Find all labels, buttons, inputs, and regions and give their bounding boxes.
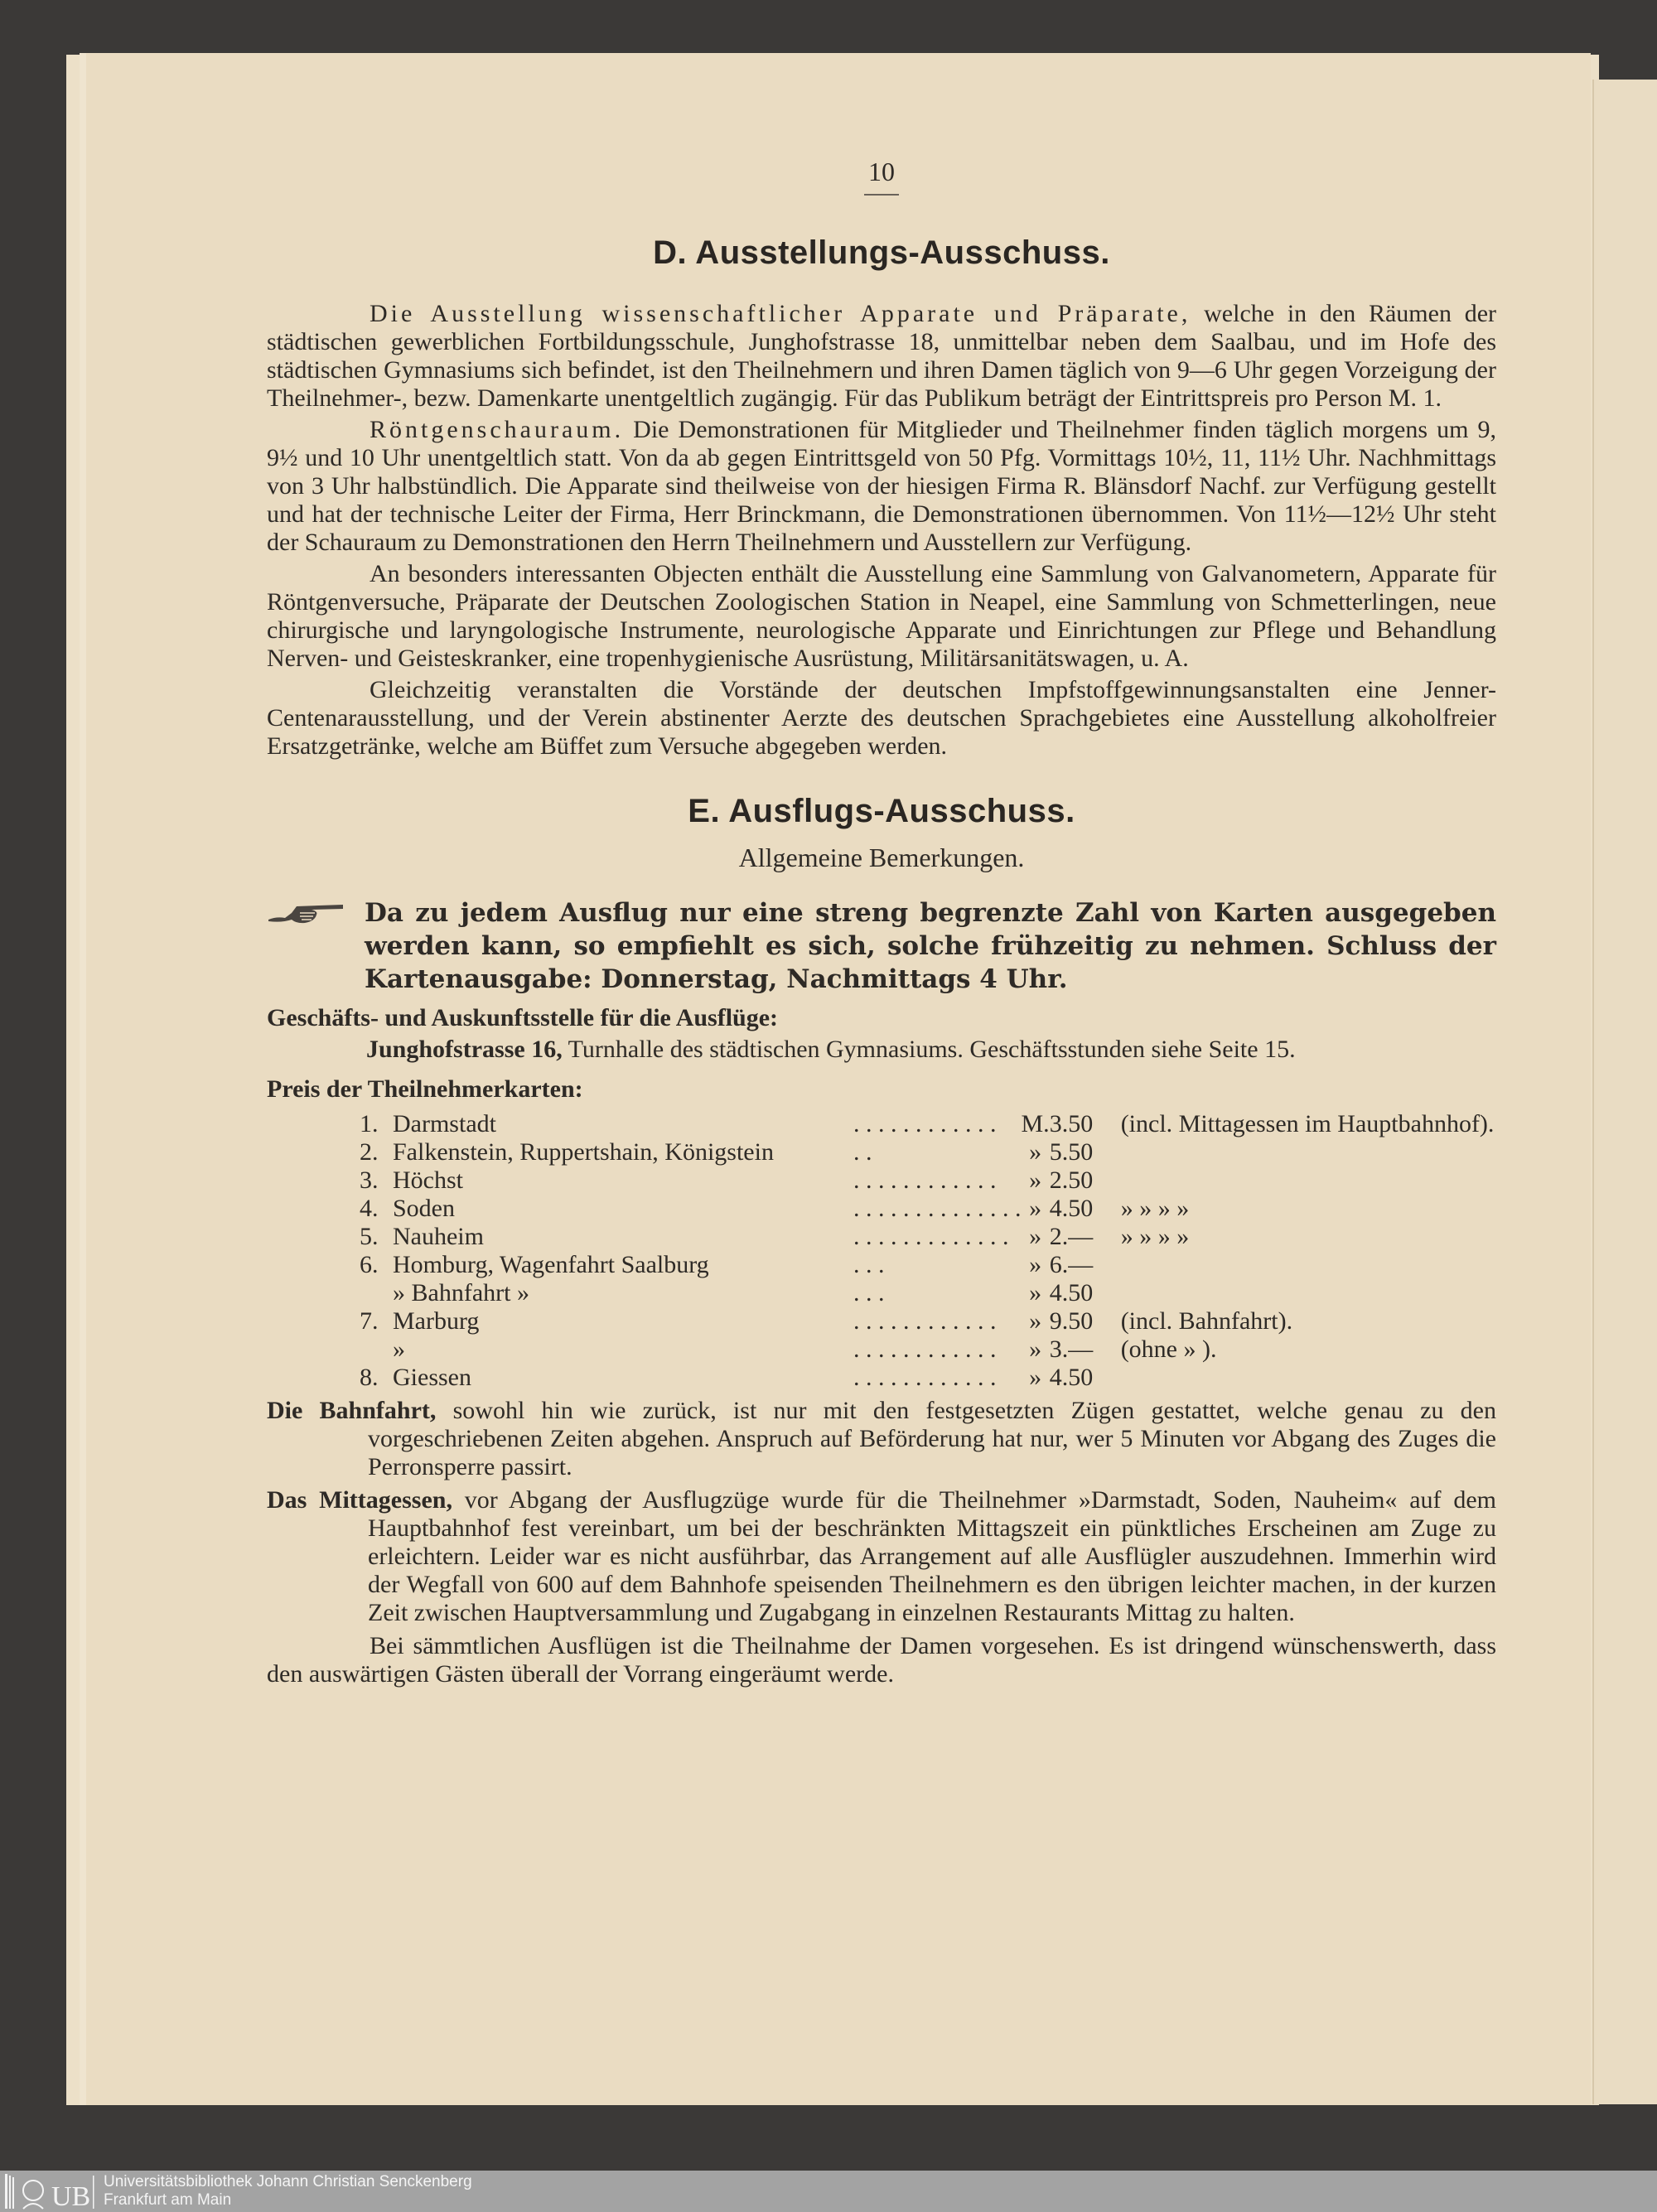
- price-destination: Nauheim: [393, 1223, 484, 1250]
- price-leader-dots: . . .: [853, 1251, 885, 1278]
- pointing-hand-icon: [263, 901, 346, 925]
- price-note: (ohne » ).: [1120, 1335, 1217, 1363]
- price-destination: Homburg, Wagenfahrt Saalburg: [393, 1251, 709, 1278]
- bahnfahrt-paragraph: [267, 1397, 1496, 1481]
- library-name: Universitätsbibliothek Johann Christian Senckenberg: [104, 2173, 472, 2190]
- price-number: [360, 1335, 393, 1364]
- price-note: [1121, 1138, 1495, 1166]
- section-d-paragraph-3: An besonders interessanten Objecten enthält die Ausstellung eine Sammlung von Galvanometern, Apparate für Röntgenversuche, Präparate der Deutschen Zoologischen Station in Neapel, eine Sammlung von Schmetterlingen, neue chirurgische und laryngologische Instrumente, neurologische Apparate und Einrichtungen zur Pflege und Behandlung Nerven- und Geisteskranker, eine tropenhygienische Ausrüstung, Militärsanitätswagen, u. A.: [267, 560, 1496, 672]
- price-value: 5.50: [1049, 1138, 1094, 1166]
- mittagessen-paragraph: [267, 1486, 1496, 1627]
- price-table: [360, 1110, 1494, 1392]
- price-row: [360, 1195, 1494, 1223]
- price-note: (incl. Bahnfahrt).: [1120, 1307, 1293, 1335]
- price-destination: Marburg: [393, 1307, 480, 1335]
- price-row: [360, 1223, 1494, 1251]
- section-d-title: D. Ausstellungs-Ausschuss.: [653, 234, 1110, 271]
- price-value: 4.50: [1049, 1364, 1094, 1391]
- next-page-edge: [1592, 80, 1657, 2104]
- price-currency: »: [1029, 1307, 1042, 1335]
- price-value: 3.50: [1049, 1110, 1094, 1137]
- price-currency: »: [1029, 1223, 1042, 1250]
- price-note: [1121, 1251, 1495, 1279]
- section-e-title: E. Ausflugs-Ausschuss.: [688, 793, 1075, 829]
- price-row: [360, 1166, 1494, 1195]
- price-row: [360, 1364, 1494, 1392]
- price-destination: Falkenstein, Ruppertshain, Königstein: [393, 1138, 774, 1166]
- price-number: 2.: [360, 1138, 379, 1166]
- section-e-subtitle: Allgemeine Bemerkungen.: [738, 843, 1025, 872]
- price-number: 8.: [360, 1364, 379, 1391]
- prices-heading: Preis der Theilnehmerkarten:: [267, 1075, 583, 1103]
- price-currency: »: [1029, 1364, 1042, 1391]
- paragraph-text: welche in den Räumen der städtischen gewerblichen Fortbildungsschule, Junghofstrasse 18, unmittelbar neben dem Saalbau, und im Hofe des städtischen Gymnasiums sich befindet, ist den Theilnehmern und ihren Damen täglich von 9—6 Uhr gegen Vorzeigung der Theilnehmer-, bezw. Damenkarte unentgeltlich zugängig. Für das Publikum beträgt der Eintrittspreis pro Person M. 1.: [267, 300, 1496, 412]
- bahnfahrt-text: sowohl hin wie zurück, ist nur mit den festgesetzten Zügen gestattet, welche genau zu den vorgeschriebenen Zeiten abgehen. Anspruch auf Beförderung hat nur, wer 5 Minuten vor Abgang des Zuges die Perronsperre passirt.: [368, 1397, 1496, 1480]
- ub-logo-icon: [3, 2172, 96, 2210]
- price-number: 7.: [360, 1307, 379, 1335]
- notice-text: Da zu jedem Ausflug nur eine streng begrenzte Zahl von Karten ausgegeben werden kann, so empfiehlt es sich, solche frühzeitig zu nehmen. Schluss der Kartenausgabe: Donnerstag, Nachmittags 4 Uhr.: [365, 898, 1496, 994]
- price-destination: »: [393, 1335, 405, 1363]
- price-leader-dots: . . . . . . . . . . . .: [853, 1364, 997, 1391]
- closing-paragraph: Bei sämmtlichen Ausflügen ist die Theilnahme der Damen vorgesehen. Es ist dringend wünschenswerth, dass den auswärtigen Gästen überall der Vorrang eingeräumt werde.: [267, 1632, 1496, 1688]
- price-number: 4.: [360, 1195, 379, 1222]
- price-row: [360, 1251, 1494, 1279]
- page-number: 10: [868, 157, 895, 186]
- price-currency: »: [1029, 1138, 1042, 1166]
- price-leader-dots: . . .: [853, 1279, 885, 1306]
- price-leader-dots: . . . . . . . . . . . .: [853, 1307, 997, 1335]
- price-destination: Darmstadt: [393, 1110, 496, 1137]
- price-leader-dots: . . . . . . . . . . . .: [853, 1166, 997, 1194]
- price-leader-dots: . . . . . . . . . . . .: [853, 1110, 997, 1137]
- library-city: Frankfurt am Main: [104, 2191, 232, 2209]
- price-leader-dots: . . . . . . . . . . . . .: [853, 1223, 1009, 1250]
- office-rest: Turnhalle des städtischen Gymnasiums. Geschäftsstunden siehe Seite 15.: [562, 1036, 1296, 1063]
- price-number: 6.: [360, 1251, 379, 1278]
- price-currency: »: [1029, 1335, 1042, 1363]
- price-note: [1121, 1166, 1495, 1195]
- price-row: [360, 1110, 1494, 1138]
- section-d-paragraph-4: Gleichzeitig veranstalten die Vorstände der deutschen Impfstoffgewinnungsanstalten eine Jenner-Centenarausstellung, und der Verein abstinenter Aerzte des deutschen Sprachgebietes eine Ausstellung alkoholfreier Ersatzgetränke, welche am Büffet zum Versuche abgegeben werden.: [267, 676, 1496, 760]
- ub-logo-text: UB: [51, 2181, 91, 2210]
- price-currency: »: [1029, 1279, 1042, 1306]
- price-destination: Höchst: [393, 1166, 463, 1194]
- notice-block: [267, 896, 1496, 996]
- section-d-paragraph-2: [267, 416, 1496, 557]
- roentgen-lead: Röntgenschauraum.: [370, 416, 625, 443]
- paragraph-text: Die Demonstrationen für Mitglieder und Theilnehmer finden täglich morgens um 9, 9½ und 10 Uhr unentgeltlich statt. Von da ab gegen Eintrittsgeld von 50 Pfg. Vormittags 10½, 11, 11½ Uhr. Nachhmittags von 3 Uhr halbstündlich. Die Apparate sind theilweise von der hiesigen Firma R. Blänsdorf Nachf. zur Verfügung gestellt und hat der technische Leiter der Firma, Herr Brinckmann, die Demonstrationen übernommen. Von 11½—12½ Uhr steht der Schauraum zu Demonstrationen den Herrn Theilnehmern und Ausstellern zur Verfügung.: [267, 416, 1496, 556]
- office-heading: Geschäfts- und Auskunftsstelle für die Ausflüge:: [267, 1004, 779, 1031]
- bahnfahrt-lead: Die Bahnfahrt,: [267, 1397, 437, 1424]
- price-currency: »: [1029, 1195, 1042, 1222]
- price-row: [360, 1138, 1494, 1166]
- price-leader-dots: . . . . . . . . . . . .: [853, 1335, 997, 1363]
- price-destination: Giessen: [393, 1364, 471, 1391]
- price-note: » » » »: [1120, 1223, 1190, 1250]
- office-address: Junghofstrasse 16,: [366, 1036, 563, 1063]
- price-number: 1.: [360, 1110, 379, 1137]
- price-value: 4.50: [1049, 1195, 1094, 1222]
- office-details: [267, 1036, 1496, 1064]
- price-note: » » » »: [1120, 1195, 1190, 1222]
- page-number-rule: [864, 194, 899, 196]
- price-leader-dots: . . . . . . . . . . . . . .: [853, 1195, 1022, 1222]
- price-value: 4.50: [1049, 1279, 1094, 1306]
- price-note: (incl. Mittagessen im Hauptbahnhof).: [1120, 1110, 1495, 1137]
- price-row: [360, 1279, 1494, 1307]
- price-destination: Soden: [393, 1195, 455, 1222]
- price-leader-dots: . .: [853, 1138, 872, 1166]
- price-currency: »: [1029, 1166, 1042, 1194]
- page-content: [267, 157, 1496, 1692]
- price-number: [360, 1279, 393, 1307]
- exhibition-lead: Die Ausstellung wissenschaftlicher Apparate und Präparate,: [370, 300, 1191, 327]
- price-value: 2.50: [1049, 1166, 1094, 1194]
- price-row: [360, 1307, 1494, 1335]
- price-destination: » Bahnfahrt »: [393, 1279, 529, 1306]
- price-value: 9.50: [1049, 1307, 1094, 1335]
- section-d-paragraph-1: [267, 300, 1496, 413]
- price-value: 6.—: [1049, 1251, 1094, 1278]
- price-currency: M.: [1021, 1110, 1050, 1137]
- price-note: [1121, 1279, 1495, 1307]
- price-currency: »: [1029, 1251, 1042, 1278]
- price-value: 2.—: [1049, 1223, 1094, 1250]
- mittagessen-text: vor Abgang der Ausflugzüge wurde für die Theilnehmer »Darmstadt, Soden, Nauheim« auf dem Hauptbahnhof fest vereinbart, um bei der beschränkten Mittagszeit ein pünktliches Erscheinen am Zuge zu erleichtern. Leider war es nicht ausführbar, das Arrangement auf alle Ausflügler auszudehnen. Immerhin wird der Wegfall von 600 auf dem Bahnhofe speisenden Theilnehmern es den übrigen leichter machen, in der kurzen Zeit zwischen Hauptversammlung und Zugabgang in einzelnen Restaurants Mittag zu halten.: [368, 1486, 1496, 1626]
- price-value: 3.—: [1049, 1335, 1094, 1363]
- library-footer: [0, 2171, 1657, 2212]
- price-number: 3.: [360, 1166, 379, 1194]
- price-row: [360, 1335, 1494, 1364]
- price-note: [1121, 1364, 1495, 1392]
- mittagessen-lead: Das Mittagessen,: [267, 1486, 452, 1514]
- price-number: 5.: [360, 1223, 379, 1250]
